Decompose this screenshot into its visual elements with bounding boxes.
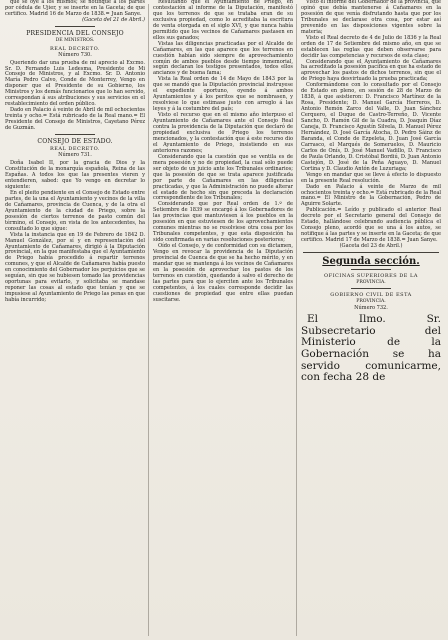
paragraph: Vengo en mandar que se lleve á efecto lo dispuesto en la presente Real resolución. [301, 171, 441, 184]
column-right [301, 0, 441, 640]
divider [351, 269, 391, 270]
paragraph: Considerando que por Real orden de 1.º de Setiembre de 1839 se encargó á los Gobernadores de las provincias que mantuviesen á los pueblos en la posesión en que estuviesen de los aprovechamientos comunes mientras no se resolviese otra cosa por los Tribunales competentes, y que esta disposición ha sido confirmada en varias resoluciones posteriores; [153, 201, 293, 244]
paragraph: Visto el Real decreto de 4 de Julio de 1836 y la Real orden de 17 de Setiembre del mismo año, en que se establecen las reglas que deben observarse para decidir las competencias y recursos de esta clase; [301, 34, 441, 59]
section-heading: CONSEJO DE ESTADO. [37, 138, 113, 145]
divider [55, 26, 95, 27]
divider [55, 134, 95, 135]
circular-number: Número 732. [354, 305, 388, 312]
paragraph-large: El Ilmo. Sr. Subsecretario del Ministerio de la Gobernación se ha servido comunicarme, con fecha 28 de [301, 313, 441, 384]
decree-title: REAL DECRETO. [49, 146, 101, 153]
paragraph: Vistas las diligencias practicadas por el Alcalde de Cañamares, en las que aparece que los terrenos en cuestión habían sido siempre de aprovechamiento común de ambos pueblos desde tiempo inmemorial, según declaran los testigos presentados, todos ellos ancianos y de buena fama; [153, 40, 293, 77]
office-heading: GOBIERNO CIVIL DE ESTA [330, 291, 412, 298]
paragraph: Considerando que el Ayuntamiento de Cañamares ha acreditado la posesión pacífica en que ha estado de aprovechar los pastos de dichos terrenos, sin que el de Priego haya desvirtuado la prueba practicada; [301, 58, 441, 83]
section-title: Segunda sección. [322, 256, 420, 268]
gazette-reference: (Gaceta del 23 de Abril.) [339, 243, 403, 250]
paragraph: Publicación.= Leído y publicado el anterior Real decreto por el Secretario general del Consejo de Estado, hallándose celebrando audiencia pública el Consejo pleno, acordó que se una á los autos, se notifique á las partes y se inserte en la Gaceta; de que certifico. Madrid 17 de Marzo de 1838.= Juan Sanye. [301, 207, 441, 244]
paragraph: Doña Isabel II, por la gracia de Dios y la Constitución de la monarquía española, Reina de las Españas. A todos los que las presentes vieren y entendieren, sabed: que Yo vengo en decretar lo siguiente: [5, 160, 145, 190]
paragraph: Visto el informe del Gobernador de la provincia, que opinó que debía mantenerse á Cañamares en la posesión de que venía disfrutando hasta que por los Tribunales se declarase otra cosa, por estar así prevenido en las disposiciones vigentes sobre la materia; [301, 0, 441, 35]
decree-number: Número 731. [58, 152, 92, 159]
paragraph: Oído el Consejo, y de conformidad con su dictamen, Vengo en revocar la providencia de la Diputación provincial de Cuenca de que se ha hecho mérito, y en mandar que se mantenga á los vecinos de Cañamares en la posesión de aprovechar los pastos de los terrenos en cuestión, quedando á salvo el derecho de las partes para que lo ejerciten ante los Tribunales competentes, á los cuales corresponde decidir las cuestiones de propiedad que entre ellas puedan suscitarse. [153, 243, 293, 303]
column-middle [153, 0, 293, 640]
column-left [5, 0, 145, 640]
gazette-reference: (Gaceta del 21 de Abril.) [82, 16, 145, 23]
section-heading: PRESIDENCIA DEL CONSEJO [26, 29, 124, 37]
paragraph: Visto el recurso que en el mismo año interpuso el Ayuntamiento de Cañamares ante el Consejo Real contra la providencia de la Diputación que declaró de propiedad exclusiva de Priego los terrenos mencionados, y la contestación que á este recurso dio el Ayuntamiento de Priego, insistiendo en sus anteriores razones; [153, 112, 293, 154]
paragraph: que se oye á los mismos; se notifique á los partes por cédula de Ujier, y se inserte en la Gaceta; de que certifico. Madrid 16 de Marzo de 1838.= Juan Sanye. [5, 0, 145, 17]
paragraph: Considerando que la cuestión que se ventila es de mera posesión y no de propiedad, la cual sólo puede ser objeto de un juicio ante los Tribunales ordinarios; que la posesión de que se trata aparece justificada por parte de Cañamares en las diligencias practicadas, y que la Administración no puede alterar el estado de hecho sin que preceda la declaración correspondiente de los Tribunales; [153, 153, 293, 202]
paragraph: Vista la Real orden de 14 de Mayo de 1843 por la que se mandó que la Diputación provincial instruyese el expediente oportuno, oyendo á ambos Ayuntamientos y á los peritos que se nombrasen, y resolviese lo que estimase justo con arreglo á las leyes y á la costumbre del país; [153, 76, 293, 113]
paragraph: En el pleito pendiente en el Consejo de Estado entre partes, de la una el Ayuntamiento y vecinos de la villa de Cañamares, provincia de Cuenca, y de la otra el Ayuntamiento de la ciudad de Priego, sobre la posesión de ciertos terrenos de pasto común del término, el Consejo, en vista de los antecedentes, ha consultado lo que sigue: [5, 189, 145, 232]
paragraph: Resultando que el Ayuntamiento de Priego, en contestación al informe de la Diputación, manifestó que los terrenos de que se trataba eran de su exclusiva propiedad, como lo acreditaba la escritura de venta otorgada en el siglo XVI, y que nunca había permitido que los vecinos de Cañamares pastasen en ellos sus ganados; [153, 0, 293, 41]
office-subheading: PROVINCIA. [356, 280, 386, 286]
paragraph: Conformándome con lo consultado por el Consejo de Estado en pleno, en sesión de 28 de Marzo de 1838, á que asistieron: D. Francisco Martínez de la Rosa, Presidente; D. Manuel García Herreros, D. Antonio Remón Zarco del Valle, D. Juan Sánchez Cerquero, el Duque de Castro-Terreño, D. Vicente Sancho, D. Ramón Gil de la Cuadra, D. Joaquín Díaz Caneja, D. Francisco Agustín Silvela, D. Manuel Pérez Hernández, D. José García Atocha, D. Pedro Sáinz de Baranda, el Conde de Ezpeleta, D. Juan José García Carrasco, el Marqués de Someruelos, D. Mauricio Carlos de Onís, D. José Manuel Vadillo, D. Francisco de Paula Orlando, D. Cristóbal Bordiú, D. Juan Antonio Castejón, D. José de la Peña Aguayo, D. Manuel Cortina y D. Claudio Antón de Luzuriaga; [301, 82, 441, 172]
column-rule-left [148, 4, 149, 636]
column-rule-right [296, 4, 297, 636]
office-heading: OFICINAS SUPERIORES DE LA [324, 273, 418, 280]
divider [351, 288, 391, 289]
paragraph: Vista la instancia que en 19 de Febrero de 1842 D. Manuel González, por sí y en representación del Ayuntamiento de Cañamares, dirigió á la Diputación provincial, en la que manifestaba que el Ayuntamiento de Priego había procedido á repartir terrenos comunes, y que el Alcalde de Cañamares había puesto en conocimiento del Gobernador los perjuicios que se seguían, sin que se hubiesen tomado las providencias oportunas para evitarlo, y solicitaba se mandase reponer las cosas al estado que tenían y que se impusiese al Ayuntamiento de Priego las penas en que había incurrido; [5, 231, 145, 304]
decree-title: REAL DECRETO. [49, 45, 101, 52]
decree-number: Número 730. [58, 51, 92, 58]
divider [303, 252, 439, 253]
office-subheading: PROVINCIA. [356, 298, 386, 304]
section-subheading: DE MINISTROS. [55, 38, 95, 44]
paragraph: Queriendo dar una prueba de mi aprecio al Excmo. Sr. D. Fernando Luis Ledesma, Presidente de Mi Consejo de Ministros, y al Excmo. Sr. D. Antonio María Pedro Calvo, Conde de Monterrey, Vengo en disponer que el Presidente de su Gobierno, los Ministros y los demás funcionarios que lo han servido, correspondan á sus atribuciones y sus servicios en el restablecimiento del orden público. [5, 59, 145, 108]
paragraph: Dado en Palacio á veinte de Abril de mil ochocientos treinta y ocho.= Está rubricado de la Real mano.= El Presidente del Consejo de Ministros, Cayetano Pérez de Guzmán. [5, 107, 145, 132]
paragraph: Dado en Palacio á veinte de Marzo de mil ochocientos treinta y ocho.= Está rubricado de la Real mano.= El Ministro de la Gobernación, Pedro de Aguirre Solarte. [301, 183, 441, 208]
